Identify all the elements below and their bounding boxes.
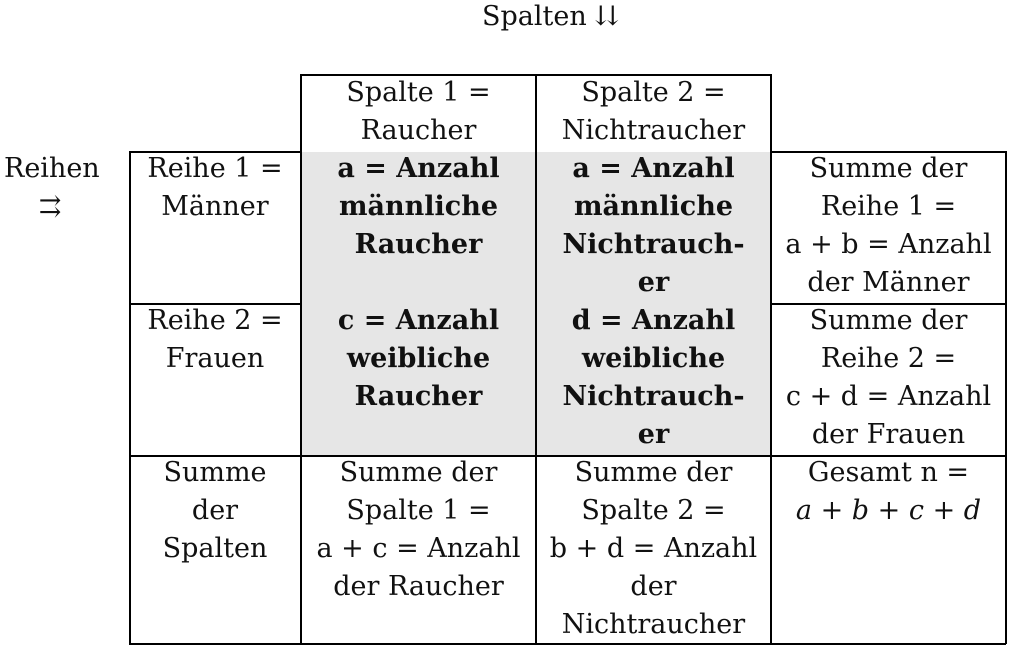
columns-label: Spalten ⇊ xyxy=(482,1,618,32)
col1-header-line1: Spalte 1 = xyxy=(346,77,491,108)
rows-arrow-icon: ⇉ xyxy=(38,191,62,222)
col2-sum xyxy=(536,454,771,644)
cell-c-line1: c = Anzahl xyxy=(337,305,500,336)
row1-sum xyxy=(771,150,1006,302)
row1-sum-line2: Reihe 1 = xyxy=(820,191,957,222)
total-cell xyxy=(771,454,1006,530)
col1-header-line2: Raucher xyxy=(360,115,477,146)
rows-label xyxy=(4,150,100,226)
cell-a-line1: a = Anzahl xyxy=(337,153,500,184)
total-line2: a + b + c + d xyxy=(795,495,982,526)
col2-sum-line1: Summe der xyxy=(574,457,733,488)
col2-sum-line2: Spalte 2 = xyxy=(581,495,726,526)
col2-header-line1: Spalte 2 = xyxy=(581,77,726,108)
total-line1: Gesamt n = xyxy=(807,457,970,488)
cell-b-line2: männliche xyxy=(573,191,734,222)
col2-sum-line4: der xyxy=(630,571,677,602)
cell-a-line2: männliche xyxy=(338,191,499,222)
cell-d-line2: weibliche xyxy=(581,343,726,374)
cell-c-line3: Raucher xyxy=(354,381,483,412)
row3-header-line3: Spalten xyxy=(162,533,268,564)
grid-hline-row2-top-right xyxy=(771,303,1006,305)
col2-sum-line5: Nichtraucher xyxy=(561,609,746,640)
row2-sum-line1: Summe der xyxy=(809,305,968,336)
row2-header-line2: Frauen xyxy=(165,343,265,374)
row3-header-line1: Summe xyxy=(163,457,267,488)
row3-header xyxy=(129,454,301,568)
cell-b-line3: Nichtrauch- xyxy=(562,229,745,260)
row2-sum xyxy=(771,302,1006,454)
cell-d-line1: d = Anzahl xyxy=(571,305,736,336)
row1-sum-line1: Summe der xyxy=(809,153,968,184)
row1-sum-line3: a + b = Anzahl xyxy=(785,229,992,260)
cell-d-line4: er xyxy=(637,419,670,450)
cell-b-line1: a = Anzahl xyxy=(572,153,735,184)
grid-vline-0 xyxy=(129,151,131,644)
cell-a-line3: Raucher xyxy=(354,229,483,260)
grid-vline-1 xyxy=(300,74,302,644)
grid-hline-bottom xyxy=(129,643,1006,645)
grid-vline-3 xyxy=(770,74,772,644)
row2-sum-line3: c + d = Anzahl xyxy=(785,381,992,412)
col2-sum-line3: b + d = Anzahl xyxy=(549,533,758,564)
cell-c xyxy=(301,302,536,416)
grid-vline-2 xyxy=(535,74,537,644)
col1-sum-line2: Spalte 1 = xyxy=(346,495,491,526)
row1-header-line1: Reihe 1 = xyxy=(147,153,283,184)
col1-sum-line4: der Raucher xyxy=(333,571,504,602)
row1-header-line2: Männer xyxy=(161,191,269,222)
col2-header xyxy=(536,74,771,150)
col1-sum xyxy=(301,454,536,606)
rows-label-text: Reihen xyxy=(4,153,100,184)
cell-b-line4: er xyxy=(637,267,670,298)
cell-a xyxy=(301,150,536,264)
row2-sum-line4: der Frauen xyxy=(811,419,966,450)
col1-sum-line1: Summe der xyxy=(339,457,498,488)
grid-hline-row3-top xyxy=(129,455,1006,457)
row2-header-line1: Reihe 2 = xyxy=(147,305,283,336)
grid-hline-row1-top-right xyxy=(771,151,1006,153)
col1-sum-line3: a + c = Anzahl xyxy=(316,533,521,564)
cell-d-line3: Nichtrauch- xyxy=(562,381,745,412)
grid-hline-row1-top-left xyxy=(129,151,301,153)
row1-header xyxy=(129,150,301,226)
grid-vline-4 xyxy=(1005,151,1007,644)
col1-header xyxy=(301,74,536,150)
row2-header xyxy=(129,302,301,378)
row3-header-line2: der xyxy=(191,495,239,526)
row2-sum-line2: Reihe 2 = xyxy=(820,343,957,374)
cell-d xyxy=(536,302,771,454)
col2-header-line2: Nichtraucher xyxy=(561,115,746,146)
cell-b xyxy=(536,150,771,302)
row1-sum-line4: der Männer xyxy=(807,267,970,298)
cell-c-line2: weibliche xyxy=(346,343,491,374)
grid-hline-row2-top-left xyxy=(129,303,301,305)
